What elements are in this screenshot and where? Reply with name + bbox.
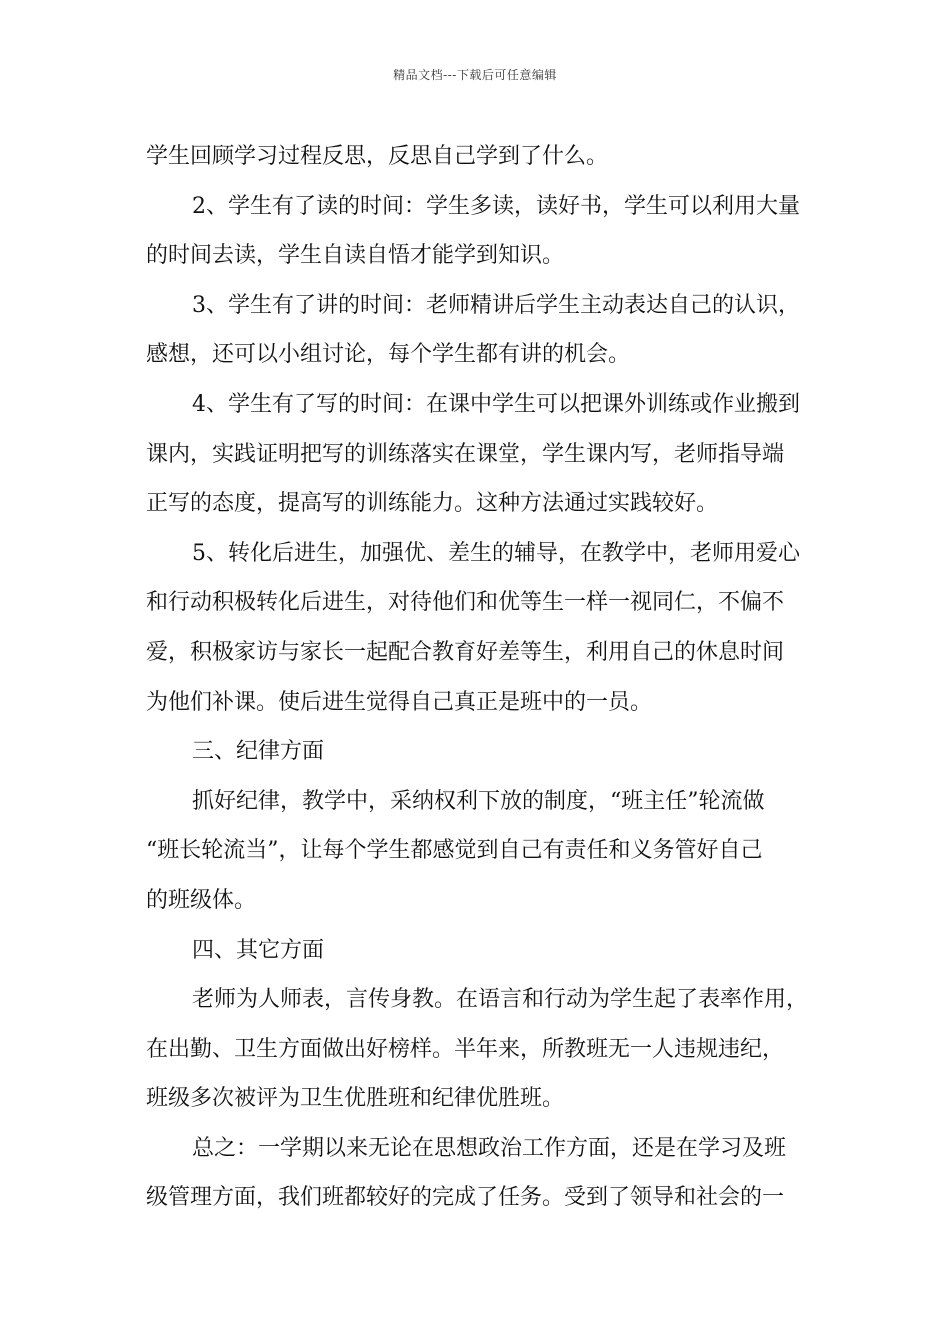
text-line: 在出勤、卫生方面做出好榜样。半年来，所教班无一人违规违纪，: [146, 1036, 785, 1062]
text-line: 级管理方面，我们班都较好的完成了任务。受到了领导和社会的一: [146, 1185, 785, 1211]
document-body: [146, 132, 826, 1223]
text-line: 感想，还可以小组讨论，每个学生都有讲的机会。: [146, 342, 631, 368]
text-line: 3、学生有了讲的时间：老师精讲后学生主动表达自己的认识，: [192, 292, 800, 318]
text-line: 5、转化后进生，加强优、差生的辅导，在教学中，老师用爱心: [192, 540, 800, 566]
section-heading: 四、其它方面: [192, 937, 325, 963]
text-line: 总之：一学期以来无论在思想政治工作方面，还是在学习及班: [192, 1135, 787, 1161]
text-line: 的班级体。: [146, 887, 257, 913]
text-line: 2、学生有了读的时间：学生多读，读好书，学生可以利用大量: [192, 193, 800, 219]
text-line: 正写的态度，提高写的训练能力。这种方法通过实践较好。: [146, 491, 719, 517]
text-line: 和行动积极转化后进生，对待他们和优等生一样一视同仁，不偏不: [146, 590, 785, 616]
text-line: 抓好纪律，教学中，采纳权利下放的制度，“班主任”轮流做: [192, 788, 765, 814]
text-line: 老师为人师表，言传身教。在语言和行动为学生起了表率作用，: [192, 987, 809, 1013]
text-line: “班长轮流当”，让每个学生都感觉到自己有责任和义务管好自己: [146, 838, 763, 864]
text-line: 课内，实践证明把写的训练落实在课堂，学生课内写，老师指导端: [146, 441, 785, 467]
text-line: 的时间去读，学生自读自悟才能学到知识。: [146, 243, 565, 269]
text-line: 班级多次被评为卫生优胜班和纪律优胜班。: [146, 1086, 565, 1112]
text-line: 爱，积极家访与家长一起配合教育好差等生，利用自己的休息时间: [146, 639, 785, 665]
page-header: 精品文档---下载后可任意编辑: [393, 68, 557, 82]
text-line: 为他们补课。使后进生觉得自己真正是班中的一员。: [146, 689, 653, 715]
text-line: 4、学生有了写的时间：在课中学生可以把课外训练或作业搬到: [192, 391, 800, 417]
text-line: 学生回顾学习过程反思，反思自己学到了什么。: [146, 144, 609, 169]
section-heading: 三、纪律方面: [192, 739, 325, 765]
